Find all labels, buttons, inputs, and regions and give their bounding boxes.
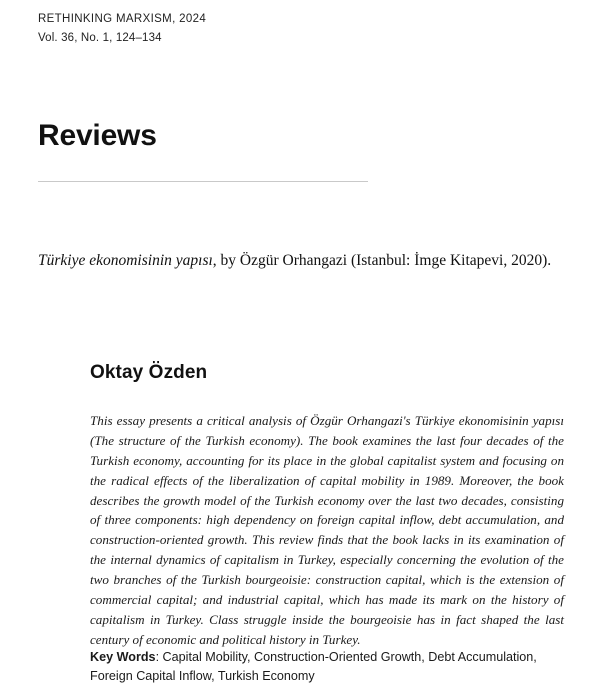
keywords <box>90 648 564 686</box>
header-divider <box>38 181 368 182</box>
keywords-label: Key Words <box>90 650 156 664</box>
journal-name: RETHINKING MARXISM, 2024 <box>38 13 207 25</box>
book-title: Türkiye ekonomisinin yapısı <box>38 252 213 269</box>
journal-issue: Vol. 36, No. 1, 124–134 <box>38 31 162 44</box>
keywords-value: : Capital Mobility, Construction-Oriented Growth, Debt Accumulation, Foreign Capital Inflow, Turkish Economy <box>90 650 537 683</box>
abstract-text: This essay presents a critical analysis of Özgür Orhangazi's Türkiye ekonomisinin yapısı (The structure of the Turkish economy). The book examines the last four decades of the Turkish economy, accounting for its place in the global capitalist system and focusing on the radical effects of the liberalization of capital mobility in 1989. Moreover, the book describes the growth model of the Turkish economy over the last two decades, consisting of three components: high dependency on foreign capital inflow, debt accumulation, and construction-oriented growth. This review finds that the book lacks in its examination of the internal dynamics of capitalism in Turkey, especially concerning the evolution of the two branches of the Turkish bourgeoisie: construction capital, which is the extension of commercial capital; and industrial capital, which has made its mark on the history of capitalism in Turkey. Class struggle inside the bourgeoisie has in fact shaped the last century of economic and political history in Turkey. <box>90 413 564 647</box>
page-title: Reviews <box>38 119 157 152</box>
book-reference <box>38 249 564 273</box>
book-credit: , by Özgür Orhangazi (Istanbul: İmge Kitapevi, 2020). <box>212 252 552 269</box>
review-author: Oktay Özden <box>90 362 208 383</box>
journal-header <box>38 10 206 48</box>
